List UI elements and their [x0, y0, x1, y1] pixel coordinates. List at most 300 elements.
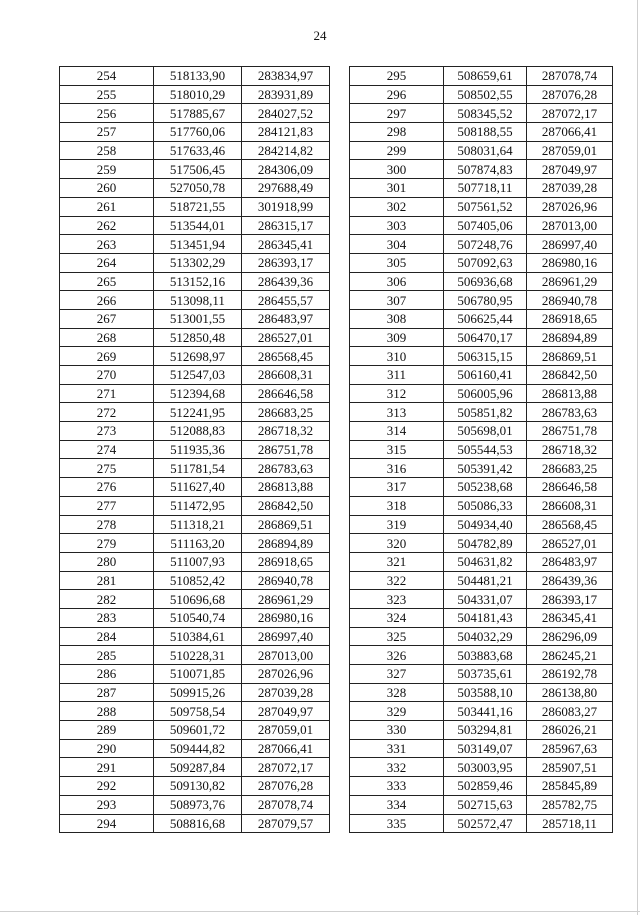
table-row — [350, 758, 613, 777]
point-number-cell: 313 — [350, 403, 444, 422]
point-number-cell: 292 — [60, 777, 154, 796]
point-number-cell: 285 — [60, 646, 154, 665]
point-number-cell: 268 — [60, 328, 154, 347]
x-coordinate-cell: 506160,41 — [444, 366, 527, 385]
x-coordinate-cell: 518133,90 — [154, 67, 242, 86]
table-row — [60, 104, 330, 123]
y-coordinate-cell: 286026,21 — [527, 721, 613, 740]
x-coordinate-cell: 517506,45 — [154, 160, 242, 179]
table-row — [60, 571, 330, 590]
y-coordinate-cell: 286751,78 — [527, 422, 613, 441]
y-coordinate-cell: 286683,25 — [527, 459, 613, 478]
y-coordinate-cell: 286751,78 — [242, 440, 330, 459]
y-coordinate-cell: 284306,09 — [242, 160, 330, 179]
table-row — [60, 235, 330, 254]
x-coordinate-cell: 513152,16 — [154, 272, 242, 291]
point-number-cell: 295 — [350, 67, 444, 86]
point-number-cell: 327 — [350, 665, 444, 684]
table-row — [60, 496, 330, 515]
point-number-cell: 291 — [60, 758, 154, 777]
point-number-cell: 328 — [350, 683, 444, 702]
y-coordinate-cell: 283834,97 — [242, 67, 330, 86]
y-coordinate-cell: 286138,80 — [527, 683, 613, 702]
point-number-cell: 266 — [60, 291, 154, 310]
point-number-cell: 297 — [350, 104, 444, 123]
x-coordinate-cell: 508188,55 — [444, 123, 527, 142]
point-number-cell: 324 — [350, 608, 444, 627]
table-row — [60, 384, 330, 403]
x-coordinate-cell: 509444,82 — [154, 739, 242, 758]
table-row — [350, 160, 613, 179]
x-coordinate-cell: 507092,63 — [444, 253, 527, 272]
table-row — [60, 179, 330, 198]
y-coordinate-cell: 286940,78 — [242, 571, 330, 590]
x-coordinate-cell: 503735,61 — [444, 665, 527, 684]
y-coordinate-cell: 284121,83 — [242, 123, 330, 142]
point-number-cell: 311 — [350, 366, 444, 385]
y-coordinate-cell: 286997,40 — [242, 627, 330, 646]
point-number-cell: 270 — [60, 366, 154, 385]
table-row — [350, 216, 613, 235]
x-coordinate-cell: 511935,36 — [154, 440, 242, 459]
point-number-cell: 259 — [60, 160, 154, 179]
table-row — [350, 590, 613, 609]
table-row — [350, 403, 613, 422]
x-coordinate-cell: 510228,31 — [154, 646, 242, 665]
point-number-cell: 299 — [350, 141, 444, 160]
y-coordinate-cell: 301918,99 — [242, 197, 330, 216]
table-row — [350, 496, 613, 515]
y-coordinate-cell: 286439,36 — [527, 571, 613, 590]
point-number-cell: 308 — [350, 309, 444, 328]
table-row — [60, 608, 330, 627]
y-coordinate-cell: 287066,41 — [527, 123, 613, 142]
y-coordinate-cell: 287049,97 — [242, 702, 330, 721]
x-coordinate-cell: 508973,76 — [154, 795, 242, 814]
point-number-cell: 330 — [350, 721, 444, 740]
x-coordinate-cell: 512394,68 — [154, 384, 242, 403]
point-number-cell: 310 — [350, 347, 444, 366]
table-row — [60, 328, 330, 347]
x-coordinate-cell: 503149,07 — [444, 739, 527, 758]
y-coordinate-cell: 287072,17 — [242, 758, 330, 777]
x-coordinate-cell: 504181,43 — [444, 608, 527, 627]
y-coordinate-cell: 287013,00 — [242, 646, 330, 665]
y-coordinate-cell: 286568,45 — [242, 347, 330, 366]
table-row — [350, 85, 613, 104]
table-row — [350, 534, 613, 553]
x-coordinate-cell: 506780,95 — [444, 291, 527, 310]
table-row — [350, 67, 613, 86]
x-coordinate-cell: 504934,40 — [444, 515, 527, 534]
y-coordinate-cell: 287072,17 — [527, 104, 613, 123]
coordinates-table-right — [349, 66, 613, 833]
y-coordinate-cell: 286842,50 — [242, 496, 330, 515]
x-coordinate-cell: 505391,42 — [444, 459, 527, 478]
point-number-cell: 264 — [60, 253, 154, 272]
y-coordinate-cell: 286245,21 — [527, 646, 613, 665]
y-coordinate-cell: 286192,78 — [527, 665, 613, 684]
table-row — [60, 758, 330, 777]
point-number-cell: 256 — [60, 104, 154, 123]
table-row — [350, 179, 613, 198]
table-row — [60, 777, 330, 796]
point-number-cell: 287 — [60, 683, 154, 702]
y-coordinate-cell: 286315,17 — [242, 216, 330, 235]
y-coordinate-cell: 286718,32 — [242, 422, 330, 441]
x-coordinate-cell: 506005,96 — [444, 384, 527, 403]
x-coordinate-cell: 512698,97 — [154, 347, 242, 366]
y-coordinate-cell: 286997,40 — [527, 235, 613, 254]
x-coordinate-cell: 507248,76 — [444, 235, 527, 254]
point-number-cell: 317 — [350, 478, 444, 497]
x-coordinate-cell: 517633,46 — [154, 141, 242, 160]
point-number-cell: 304 — [350, 235, 444, 254]
y-coordinate-cell: 287078,74 — [527, 67, 613, 86]
table-row — [60, 721, 330, 740]
x-coordinate-cell: 503003,95 — [444, 758, 527, 777]
x-coordinate-cell: 517760,06 — [154, 123, 242, 142]
x-coordinate-cell: 505238,68 — [444, 478, 527, 497]
y-coordinate-cell: 286646,58 — [242, 384, 330, 403]
point-number-cell: 269 — [60, 347, 154, 366]
point-number-cell: 260 — [60, 179, 154, 198]
y-coordinate-cell: 286718,32 — [527, 440, 613, 459]
table-row — [60, 683, 330, 702]
y-coordinate-cell: 286894,89 — [242, 534, 330, 553]
point-number-cell: 318 — [350, 496, 444, 515]
table-row — [60, 627, 330, 646]
table-row — [350, 328, 613, 347]
point-number-cell: 276 — [60, 478, 154, 497]
y-coordinate-cell: 285845,89 — [527, 777, 613, 796]
table-row — [60, 552, 330, 571]
point-number-cell: 331 — [350, 739, 444, 758]
table-row — [60, 646, 330, 665]
x-coordinate-cell: 510071,85 — [154, 665, 242, 684]
point-number-cell: 258 — [60, 141, 154, 160]
table-row — [350, 608, 613, 627]
table-row — [350, 478, 613, 497]
x-coordinate-cell: 502715,63 — [444, 795, 527, 814]
x-coordinate-cell: 511472,95 — [154, 496, 242, 515]
y-coordinate-cell: 287049,97 — [527, 160, 613, 179]
x-coordinate-cell: 510540,74 — [154, 608, 242, 627]
y-coordinate-cell: 284214,82 — [242, 141, 330, 160]
x-coordinate-cell: 511318,21 — [154, 515, 242, 534]
point-number-cell: 290 — [60, 739, 154, 758]
y-coordinate-cell: 286608,31 — [242, 366, 330, 385]
y-coordinate-cell: 285718,11 — [527, 814, 613, 833]
x-coordinate-cell: 513451,94 — [154, 235, 242, 254]
x-coordinate-cell: 503883,68 — [444, 646, 527, 665]
point-number-cell: 267 — [60, 309, 154, 328]
x-coordinate-cell: 506315,15 — [444, 347, 527, 366]
y-coordinate-cell: 287026,96 — [242, 665, 330, 684]
y-coordinate-cell: 286918,65 — [242, 552, 330, 571]
y-coordinate-cell: 286940,78 — [527, 291, 613, 310]
point-number-cell: 288 — [60, 702, 154, 721]
x-coordinate-cell: 511163,20 — [154, 534, 242, 553]
page-number: 24 — [313, 28, 327, 43]
x-coordinate-cell: 503588,10 — [444, 683, 527, 702]
y-coordinate-cell: 286608,31 — [527, 496, 613, 515]
x-coordinate-cell: 518721,55 — [154, 197, 242, 216]
point-number-cell: 326 — [350, 646, 444, 665]
table-row — [60, 141, 330, 160]
point-number-cell: 277 — [60, 496, 154, 515]
y-coordinate-cell: 286296,09 — [527, 627, 613, 646]
point-number-cell: 293 — [60, 795, 154, 814]
table-row — [350, 459, 613, 478]
table-row — [350, 646, 613, 665]
point-number-cell: 257 — [60, 123, 154, 142]
x-coordinate-cell: 508031,64 — [444, 141, 527, 160]
x-coordinate-cell: 504032,29 — [444, 627, 527, 646]
y-coordinate-cell: 286439,36 — [242, 272, 330, 291]
x-coordinate-cell: 513001,55 — [154, 309, 242, 328]
point-number-cell: 319 — [350, 515, 444, 534]
point-number-cell: 315 — [350, 440, 444, 459]
table-row — [60, 422, 330, 441]
table-row — [350, 627, 613, 646]
y-coordinate-cell: 286393,17 — [527, 590, 613, 609]
table-row — [60, 85, 330, 104]
point-number-cell: 325 — [350, 627, 444, 646]
point-number-cell: 280 — [60, 552, 154, 571]
y-coordinate-cell: 297688,49 — [242, 179, 330, 198]
point-number-cell: 298 — [350, 123, 444, 142]
y-coordinate-cell: 286483,97 — [527, 552, 613, 571]
y-coordinate-cell: 286568,45 — [527, 515, 613, 534]
table-row — [60, 309, 330, 328]
table-row — [350, 795, 613, 814]
table-row — [350, 683, 613, 702]
table-row — [60, 347, 330, 366]
x-coordinate-cell: 504481,21 — [444, 571, 527, 590]
point-number-cell: 289 — [60, 721, 154, 740]
y-coordinate-cell: 286980,16 — [527, 253, 613, 272]
y-coordinate-cell: 286345,41 — [242, 235, 330, 254]
x-coordinate-cell: 508816,68 — [154, 814, 242, 833]
y-coordinate-cell: 286961,29 — [527, 272, 613, 291]
table-row — [350, 440, 613, 459]
x-coordinate-cell: 517885,67 — [154, 104, 242, 123]
y-coordinate-cell: 283931,89 — [242, 85, 330, 104]
table-row — [350, 235, 613, 254]
table-row — [60, 403, 330, 422]
point-number-cell: 274 — [60, 440, 154, 459]
table-row — [350, 515, 613, 534]
table-row — [350, 123, 613, 142]
y-coordinate-cell: 286869,51 — [527, 347, 613, 366]
x-coordinate-cell: 504331,07 — [444, 590, 527, 609]
y-coordinate-cell: 287066,41 — [242, 739, 330, 758]
table-row — [350, 272, 613, 291]
y-coordinate-cell: 287078,74 — [242, 795, 330, 814]
table-row — [350, 665, 613, 684]
point-number-cell: 261 — [60, 197, 154, 216]
table-row — [350, 814, 613, 833]
page-edge-line — [637, 0, 638, 915]
y-coordinate-cell: 287059,01 — [242, 721, 330, 740]
y-coordinate-cell: 286869,51 — [242, 515, 330, 534]
x-coordinate-cell: 506936,68 — [444, 272, 527, 291]
table-row — [60, 291, 330, 310]
y-coordinate-cell: 286345,41 — [527, 608, 613, 627]
x-coordinate-cell: 503441,16 — [444, 702, 527, 721]
point-number-cell: 282 — [60, 590, 154, 609]
point-number-cell: 265 — [60, 272, 154, 291]
point-number-cell: 273 — [60, 422, 154, 441]
point-number-cell: 305 — [350, 253, 444, 272]
y-coordinate-cell: 286813,88 — [527, 384, 613, 403]
table-row — [350, 384, 613, 403]
point-number-cell: 314 — [350, 422, 444, 441]
table-row — [350, 253, 613, 272]
x-coordinate-cell: 502859,46 — [444, 777, 527, 796]
x-coordinate-cell: 507405,06 — [444, 216, 527, 235]
y-coordinate-cell: 286961,29 — [242, 590, 330, 609]
x-coordinate-cell: 505698,01 — [444, 422, 527, 441]
y-coordinate-cell: 287026,96 — [527, 197, 613, 216]
table-row — [60, 702, 330, 721]
table-row — [60, 814, 330, 833]
point-number-cell: 332 — [350, 758, 444, 777]
point-number-cell: 316 — [350, 459, 444, 478]
point-number-cell: 320 — [350, 534, 444, 553]
x-coordinate-cell: 507874,83 — [444, 160, 527, 179]
y-coordinate-cell: 287076,28 — [242, 777, 330, 796]
point-number-cell: 281 — [60, 571, 154, 590]
point-number-cell: 263 — [60, 235, 154, 254]
x-coordinate-cell: 510696,68 — [154, 590, 242, 609]
y-coordinate-cell: 287079,57 — [242, 814, 330, 833]
point-number-cell: 301 — [350, 179, 444, 198]
x-coordinate-cell: 512088,83 — [154, 422, 242, 441]
y-coordinate-cell: 286813,88 — [242, 478, 330, 497]
table-row — [350, 141, 613, 160]
table-row — [60, 534, 330, 553]
x-coordinate-cell: 509601,72 — [154, 721, 242, 740]
table-row — [60, 123, 330, 142]
point-number-cell: 333 — [350, 777, 444, 796]
y-coordinate-cell: 287059,01 — [527, 141, 613, 160]
table-row — [350, 739, 613, 758]
y-coordinate-cell: 286455,57 — [242, 291, 330, 310]
x-coordinate-cell: 511781,54 — [154, 459, 242, 478]
table-row — [350, 309, 613, 328]
table-row — [350, 104, 613, 123]
point-number-cell: 294 — [60, 814, 154, 833]
y-coordinate-cell: 286083,27 — [527, 702, 613, 721]
x-coordinate-cell: 503294,81 — [444, 721, 527, 740]
point-number-cell: 275 — [60, 459, 154, 478]
point-number-cell: 279 — [60, 534, 154, 553]
point-number-cell: 296 — [350, 85, 444, 104]
table-row — [60, 478, 330, 497]
point-number-cell: 309 — [350, 328, 444, 347]
point-number-cell: 321 — [350, 552, 444, 571]
point-number-cell: 283 — [60, 608, 154, 627]
point-number-cell: 271 — [60, 384, 154, 403]
point-number-cell: 303 — [350, 216, 444, 235]
point-number-cell: 255 — [60, 85, 154, 104]
table-row — [350, 777, 613, 796]
y-coordinate-cell: 286894,89 — [527, 328, 613, 347]
x-coordinate-cell: 518010,29 — [154, 85, 242, 104]
x-coordinate-cell: 504782,89 — [444, 534, 527, 553]
x-coordinate-cell: 505544,53 — [444, 440, 527, 459]
coordinates-table-left — [59, 66, 330, 833]
table-row — [350, 291, 613, 310]
x-coordinate-cell: 513302,29 — [154, 253, 242, 272]
x-coordinate-cell: 508502,55 — [444, 85, 527, 104]
y-coordinate-cell: 286783,63 — [527, 403, 613, 422]
table-row — [60, 216, 330, 235]
y-coordinate-cell: 286527,01 — [527, 534, 613, 553]
y-coordinate-cell: 286646,58 — [527, 478, 613, 497]
x-coordinate-cell: 510384,61 — [154, 627, 242, 646]
table-row — [60, 795, 330, 814]
x-coordinate-cell: 508345,52 — [444, 104, 527, 123]
table-row — [60, 440, 330, 459]
x-coordinate-cell: 504631,82 — [444, 552, 527, 571]
x-coordinate-cell: 509758,54 — [154, 702, 242, 721]
table-row — [60, 590, 330, 609]
point-number-cell: 278 — [60, 515, 154, 534]
point-number-cell: 306 — [350, 272, 444, 291]
x-coordinate-cell: 511007,93 — [154, 552, 242, 571]
table-row — [60, 459, 330, 478]
y-coordinate-cell: 286483,97 — [242, 309, 330, 328]
x-coordinate-cell: 510852,42 — [154, 571, 242, 590]
y-coordinate-cell: 287013,00 — [527, 216, 613, 235]
page-bottom-edge — [0, 911, 640, 912]
point-number-cell: 300 — [350, 160, 444, 179]
x-coordinate-cell: 505086,33 — [444, 496, 527, 515]
x-coordinate-cell: 509130,82 — [154, 777, 242, 796]
point-number-cell: 322 — [350, 571, 444, 590]
y-coordinate-cell: 286783,63 — [242, 459, 330, 478]
y-coordinate-cell: 286918,65 — [527, 309, 613, 328]
x-coordinate-cell: 512547,03 — [154, 366, 242, 385]
x-coordinate-cell: 512850,48 — [154, 328, 242, 347]
x-coordinate-cell: 513098,11 — [154, 291, 242, 310]
x-coordinate-cell: 506470,17 — [444, 328, 527, 347]
table-row — [350, 721, 613, 740]
table-row — [60, 197, 330, 216]
point-number-cell: 329 — [350, 702, 444, 721]
point-number-cell: 323 — [350, 590, 444, 609]
table-row — [350, 347, 613, 366]
x-coordinate-cell: 508659,61 — [444, 67, 527, 86]
x-coordinate-cell: 527050,78 — [154, 179, 242, 198]
y-coordinate-cell: 287039,28 — [527, 179, 613, 198]
y-coordinate-cell: 287039,28 — [242, 683, 330, 702]
table-row — [350, 422, 613, 441]
point-number-cell: 334 — [350, 795, 444, 814]
x-coordinate-cell: 513544,01 — [154, 216, 242, 235]
table-row — [350, 366, 613, 385]
y-coordinate-cell: 286980,16 — [242, 608, 330, 627]
point-number-cell: 302 — [350, 197, 444, 216]
table-row — [60, 366, 330, 385]
y-coordinate-cell: 287076,28 — [527, 85, 613, 104]
x-coordinate-cell: 507561,52 — [444, 197, 527, 216]
table-row — [60, 272, 330, 291]
point-number-cell: 312 — [350, 384, 444, 403]
